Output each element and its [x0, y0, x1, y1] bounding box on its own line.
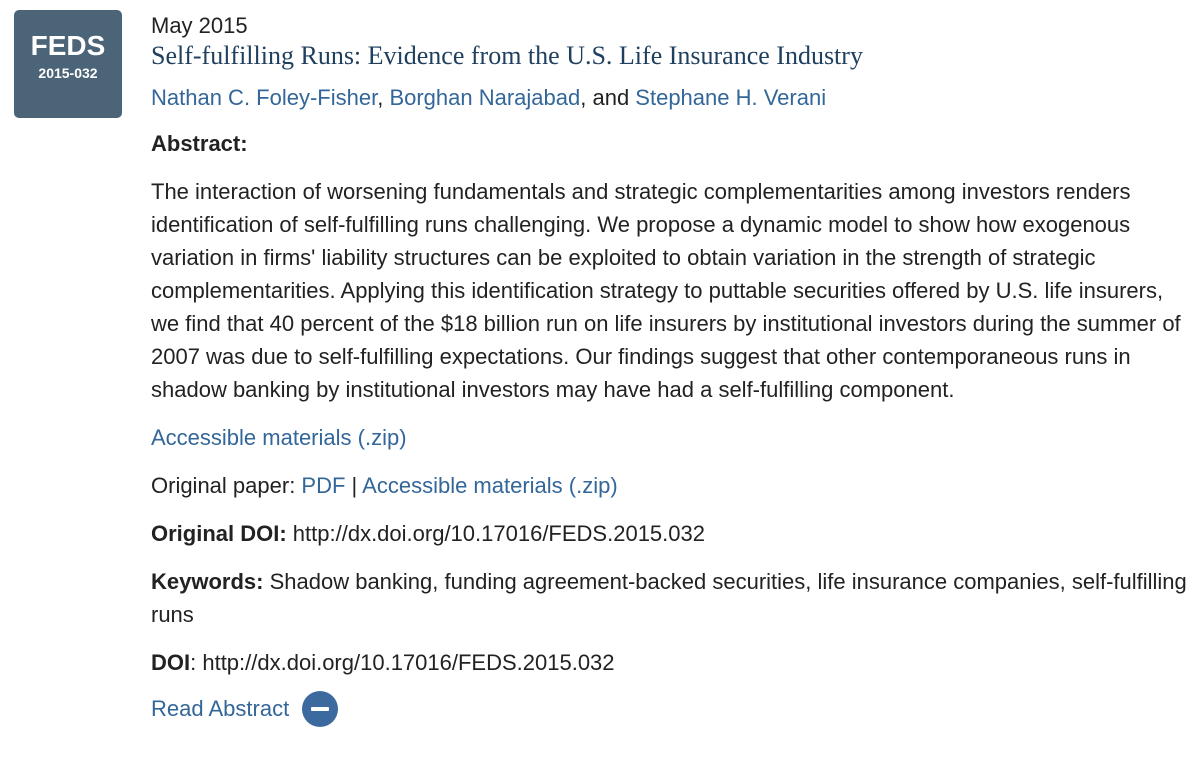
- keywords-value: Shadow banking, funding agreement-backed securities, life insurance companies, self-fulfilling runs: [151, 569, 1187, 627]
- original-doi-value: http://dx.doi.org/10.17016/FEDS.2015.032: [286, 521, 705, 546]
- author-separator: ,: [377, 85, 390, 110]
- read-abstract-link[interactable]: Read Abstract: [151, 696, 290, 721]
- original-paper-row: [151, 469, 1191, 502]
- keywords-label: Keywords:: [151, 569, 264, 594]
- original-paper-pdf-link[interactable]: PDF: [301, 473, 346, 498]
- feds-badge: [14, 10, 122, 118]
- paper-entry: [151, 12, 1191, 727]
- author-list: [151, 83, 1191, 113]
- read-abstract-toggle[interactable]: [151, 691, 1191, 727]
- original-paper-materials-link[interactable]: Accessible materials (.zip): [362, 473, 618, 498]
- original-doi-label: Original DOI:: [151, 521, 287, 546]
- doi-label: DOI: [151, 650, 191, 675]
- accessible-materials-link[interactable]: Accessible materials (.zip): [151, 425, 407, 450]
- original-paper-label: Original paper:: [151, 473, 302, 498]
- author-link[interactable]: Borghan Narajabad: [389, 85, 581, 110]
- author-link[interactable]: Stephane H. Verani: [635, 85, 827, 110]
- abstract-text: The interaction of worsening fundamentals and strategic complementarities among investors renders identification of self-fulfilling runs challenging. We propose a dynamic model to show how exogenous variation in firms' liability structures can be exploited to obtain variation in the strength of strategic complementarities. Applying this identification strategy to puttable securities offered by U.S. life insurers, we find that 40 percent of the $18 billion run on life insurers by institutional investors during the summer of 2007 was due to self-fulfilling expectations. Our findings suggest that other contemporaneous runs in shadow banking by institutional investors may have had a self-fulfilling component.: [151, 179, 1181, 402]
- minus-circle-icon[interactable]: [302, 691, 338, 727]
- keywords-row: [151, 565, 1191, 631]
- original-doi-row: [151, 517, 1191, 550]
- abstract-heading: Abstract:: [151, 131, 248, 156]
- badge-series: FEDS: [30, 30, 106, 61]
- paper-date: May 2015: [151, 13, 248, 38]
- badge-number: 2015-032: [38, 65, 98, 81]
- doi-row: [151, 646, 1191, 679]
- original-paper-separator: |: [345, 473, 363, 498]
- doi-value: : http://dx.doi.org/10.17016/FEDS.2015.032: [190, 650, 615, 675]
- paper-title: Self-fulfilling Runs: Evidence from the U.S. Life Insurance Industry: [151, 41, 863, 70]
- accessible-materials-row: [151, 421, 1191, 454]
- author-link[interactable]: Nathan C. Foley-Fisher: [151, 85, 378, 110]
- author-separator: , and: [580, 85, 636, 110]
